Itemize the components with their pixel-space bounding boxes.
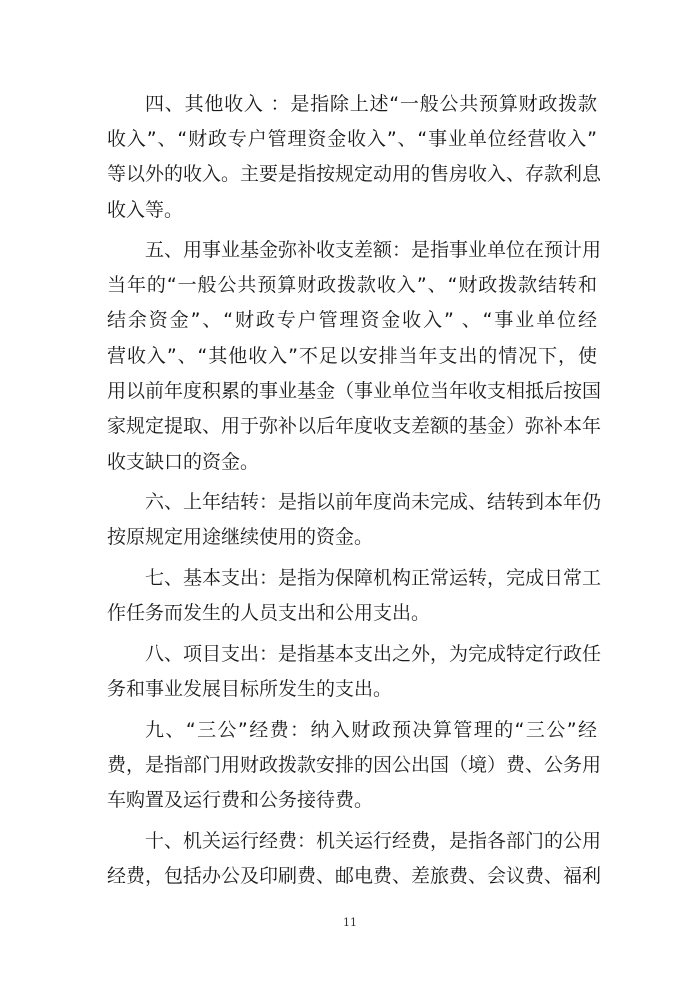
paragraph-project-expenditure-line-2: 务和事业发展目标所发生的支出。 (107, 678, 393, 700)
paragraph-three-public-line-3: 车购置及运行费和公务接待费。 (107, 789, 374, 811)
paragraph-other-income-line-2: 收入”、“财政专户管理资金收入”、“事业单位经营收入” (107, 128, 597, 150)
paragraph-business-fund-line-5: 用以前年度积累的事业基金（事业单位当年收支相抵后按国 (107, 380, 602, 402)
paragraph-three-public-line-2: 费，是指部门用财政拨款安排的因公出国（境）费、公务用 (107, 754, 602, 776)
paragraph-operating-cost-line-2: 经费，包括办公及印刷费、邮电费、差旅费、会议费、福利 (107, 865, 602, 887)
paragraph-carryover-line-2: 按原规定用途继续使用的资金。 (107, 526, 374, 548)
paragraph-business-fund-line-3: 结余资金”、“财政专户管理资金收入” 、“事业单位经 (107, 309, 597, 331)
paragraph-business-fund-line-7: 收支缺口的资金。 (107, 451, 260, 473)
paragraph-other-income-line-4: 收入等。 (107, 199, 184, 221)
paragraph-basic-expenditure-line-2: 作任务而发生的人员支出和公用支出。 (107, 602, 431, 624)
paragraph-other-income-line-1: 四、其他收入 ：是指除上述“一般公共预算财政拨款 (145, 93, 597, 115)
paragraph-carryover-line-1: 六、上年结转：是指以前年度尚未完成、结转到本年仍 (145, 491, 602, 513)
paragraph-business-fund-line-2: 当年的“一般公共预算财政拨款收入”、“财政拨款结转和 (107, 274, 597, 296)
paragraph-business-fund-line-6: 家规定提取、用于弥补以后年度收支差额的基金）弥补本年 (107, 415, 602, 437)
paragraph-other-income-line-3: 等以外的收入。主要是指按规定动用的售房收入、存款利息 (107, 163, 602, 185)
paragraph-business-fund-line-1: 五、用事业基金弥补收支差额：是指事业单位在预计用 (145, 239, 602, 261)
paragraph-operating-cost-line-1: 十、机关运行经费：机关运行经费，是指各部门的公用 (145, 830, 602, 852)
paragraph-project-expenditure-line-1: 八、项目支出：是指基本支出之外，为完成特定行政任 (145, 643, 602, 665)
page-number: 11 (343, 916, 357, 929)
paragraph-basic-expenditure-line-1: 七、基本支出：是指为保障机构正常运转，完成日常工 (145, 567, 602, 589)
paragraph-business-fund-line-4: 营收入”、“其他收入”不足以安排当年支出的情况下，使 (107, 345, 597, 367)
paragraph-three-public-line-1: 九、“三公”经费：纳入财政预决算管理的“三公”经 (145, 719, 597, 741)
